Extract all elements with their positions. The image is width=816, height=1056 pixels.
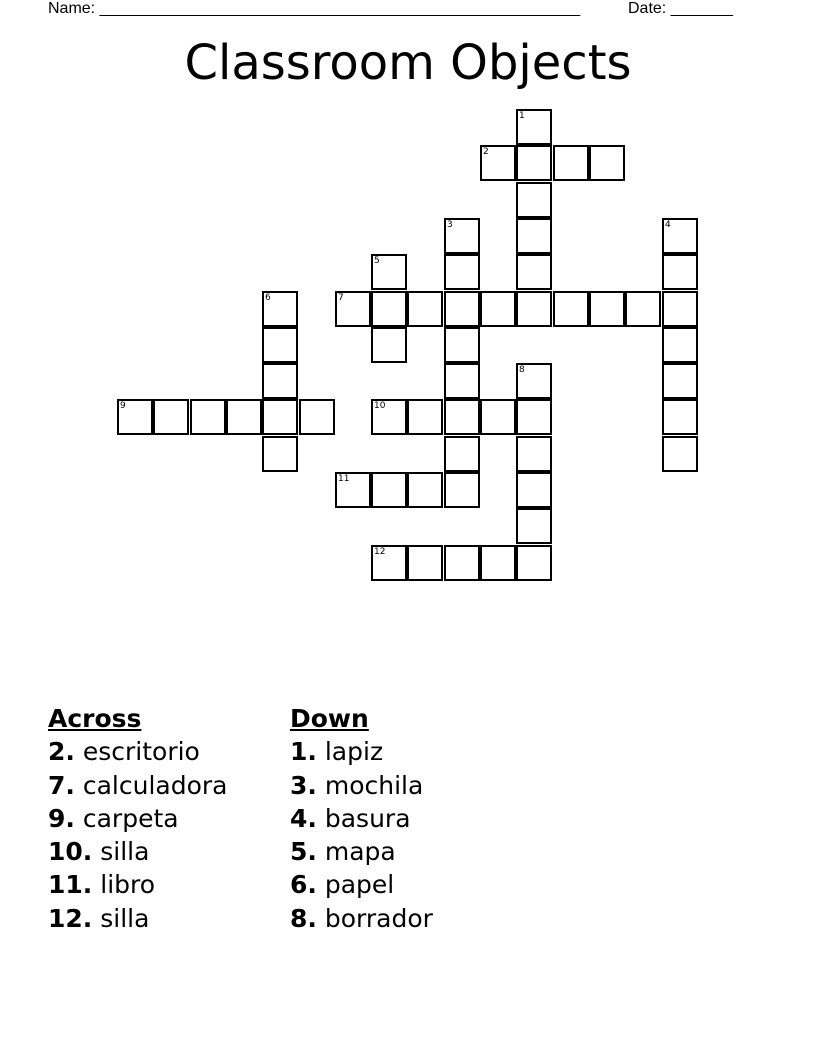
- clue-number: 11.: [48, 870, 93, 900]
- clue-number: 12.: [48, 903, 93, 933]
- grid-cell[interactable]: [407, 399, 443, 435]
- clue-text: calculadora: [82, 770, 228, 800]
- down-clue: [290, 835, 433, 868]
- grid-cell[interactable]: [444, 291, 480, 327]
- grid-cell[interactable]: [153, 399, 189, 435]
- down-clues: [290, 702, 433, 935]
- across-clue: [48, 868, 228, 901]
- grid-cell[interactable]: [117, 399, 153, 435]
- cell-number: 10: [374, 401, 386, 411]
- clue-number: 6.: [290, 870, 317, 900]
- grid-cell[interactable]: [262, 363, 298, 399]
- clue-number: 3.: [290, 770, 317, 800]
- grid-cell[interactable]: [516, 109, 552, 145]
- clue-text: mochila: [324, 770, 424, 800]
- grid-cell[interactable]: [662, 363, 698, 399]
- grid-cell[interactable]: [516, 254, 552, 290]
- grid-cell[interactable]: [371, 291, 407, 327]
- grid-cell[interactable]: [407, 291, 443, 327]
- clue-text: basura: [324, 803, 411, 833]
- down-clue: [290, 735, 433, 768]
- grid-cell[interactable]: [444, 363, 480, 399]
- grid-cell[interactable]: [444, 218, 480, 254]
- grid-cell[interactable]: [516, 508, 552, 544]
- grid-cell[interactable]: [516, 182, 552, 218]
- clue-text: mapa: [324, 837, 396, 867]
- across-clue: [48, 735, 228, 768]
- grid-cell[interactable]: [371, 399, 407, 435]
- grid-cell[interactable]: [625, 291, 661, 327]
- clue-number: 5.: [290, 837, 317, 867]
- grid-cell[interactable]: [335, 472, 371, 508]
- down-clue: [290, 902, 433, 935]
- grid-cell[interactable]: [407, 545, 443, 581]
- grid-cell[interactable]: [516, 363, 552, 399]
- grid-cell[interactable]: [516, 472, 552, 508]
- cell-number: 12: [374, 547, 386, 557]
- cell-number: 11: [338, 474, 350, 484]
- across-clue: [48, 769, 228, 802]
- grid-cell[interactable]: [444, 327, 480, 363]
- grid-cell[interactable]: [662, 254, 698, 290]
- grid-cell[interactable]: [516, 436, 552, 472]
- grid-cell[interactable]: [516, 399, 552, 435]
- grid-cell[interactable]: [262, 291, 298, 327]
- clue-text: papel: [324, 870, 395, 900]
- clue-number: 10.: [48, 837, 93, 867]
- cell-number: 8: [519, 365, 525, 375]
- clue-text: lapiz: [324, 737, 384, 767]
- down-heading: Down: [290, 704, 369, 733]
- grid-cell[interactable]: [480, 291, 516, 327]
- across-clues: [48, 702, 228, 935]
- grid-cell[interactable]: [553, 291, 589, 327]
- cell-number: 7: [338, 293, 344, 303]
- cell-number: 6: [265, 293, 271, 303]
- page-title: Classroom Objects: [184, 35, 632, 91]
- grid-cell[interactable]: [407, 472, 443, 508]
- grid-cell[interactable]: [480, 145, 516, 181]
- cell-number: 2: [483, 147, 489, 157]
- grid-cell[interactable]: [662, 327, 698, 363]
- clue-text: carpeta: [82, 803, 179, 833]
- clue-text: libro: [100, 870, 156, 900]
- grid-cell[interactable]: [299, 399, 335, 435]
- grid-cell[interactable]: [262, 436, 298, 472]
- clue-text: silla: [100, 903, 150, 933]
- grid-cell[interactable]: [371, 545, 407, 581]
- grid-cell[interactable]: [444, 472, 480, 508]
- grid-cell[interactable]: [516, 218, 552, 254]
- grid-cell[interactable]: [662, 291, 698, 327]
- grid-cell[interactable]: [662, 218, 698, 254]
- clue-text: silla: [100, 837, 150, 867]
- grid-cell[interactable]: [516, 545, 552, 581]
- grid-cell[interactable]: [371, 472, 407, 508]
- name-field-line: Name: ______________________________________________________: [48, 0, 581, 17]
- grid-cell[interactable]: [371, 254, 407, 290]
- down-clue: [290, 769, 433, 802]
- date-field-line: Date: _______: [628, 0, 733, 17]
- grid-cell[interactable]: [589, 291, 625, 327]
- grid-cell[interactable]: [190, 399, 226, 435]
- down-clue: [290, 802, 433, 835]
- grid-cell[interactable]: [662, 399, 698, 435]
- grid-cell[interactable]: [262, 399, 298, 435]
- grid-cell[interactable]: [662, 436, 698, 472]
- grid-cell[interactable]: [444, 254, 480, 290]
- grid-cell[interactable]: [226, 399, 262, 435]
- clue-number: 2.: [48, 737, 75, 767]
- cell-number: 9: [120, 401, 126, 411]
- clue-number: 1.: [290, 737, 317, 767]
- cell-number: 4: [665, 220, 671, 230]
- clue-text: borrador: [324, 903, 433, 933]
- grid-cell[interactable]: [480, 399, 516, 435]
- clue-text: escritorio: [82, 737, 200, 767]
- clue-number: 7.: [48, 770, 75, 800]
- across-clue: [48, 835, 228, 868]
- across-clue: [48, 802, 228, 835]
- grid-cell[interactable]: [444, 545, 480, 581]
- cell-number: 1: [519, 111, 525, 121]
- clue-number: 8.: [290, 903, 317, 933]
- grid-cell[interactable]: [335, 291, 371, 327]
- across-clue: [48, 902, 228, 935]
- grid-cell[interactable]: [553, 145, 589, 181]
- cell-number: 5: [374, 256, 380, 266]
- clue-number: 4.: [290, 803, 317, 833]
- clue-number: 9.: [48, 803, 75, 833]
- grid-cell[interactable]: [516, 145, 552, 181]
- grid-cell[interactable]: [444, 399, 480, 435]
- grid-cell[interactable]: [516, 291, 552, 327]
- cell-number: 3: [447, 220, 453, 230]
- grid-cell[interactable]: [480, 545, 516, 581]
- grid-cell[interactable]: [371, 327, 407, 363]
- grid-cell[interactable]: [262, 327, 298, 363]
- down-clue: [290, 868, 433, 901]
- across-heading: Across: [48, 704, 142, 733]
- grid-cell[interactable]: [444, 436, 480, 472]
- grid-cell[interactable]: [589, 145, 625, 181]
